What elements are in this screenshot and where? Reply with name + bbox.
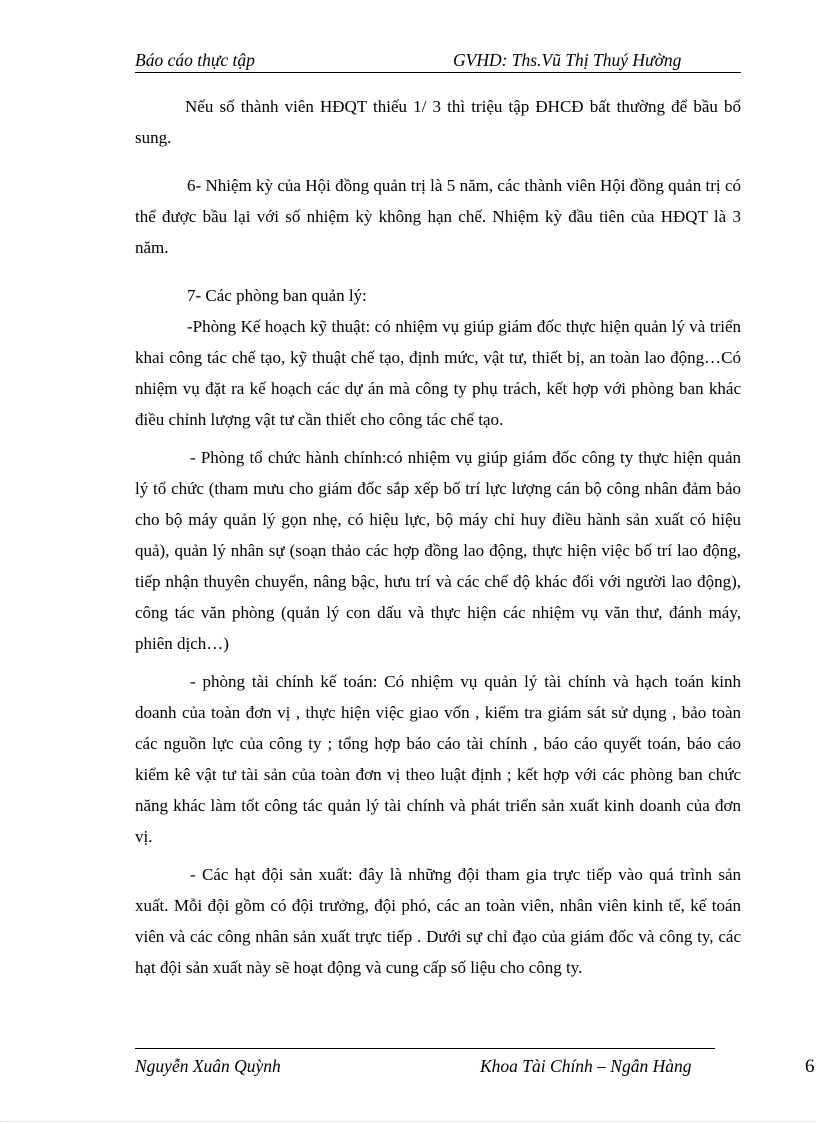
footer-divider	[135, 1048, 715, 1049]
header-report-title: Báo cáo thực tập	[135, 50, 255, 70]
page-number: 6	[805, 1056, 815, 1077]
paragraph: - phòng tài chính kế toán: Có nhiệm vụ quản lý tài chính và hạch toán kinh doanh của toàn đơn vị , thực hiện việc giao vốn , kiểm tra giám sát sử dụng , bảo toàn các nguồn lực của công ty ; tổng hợp báo cáo tài chính , báo cáo quyết toán, báo cáo kiểm kê vật tư tài sản của toàn đơn vị theo luật định ; kết hợp với các phòng ban chức năng khác làm tốt công tác quản lý tài chính và phát triển sản xuất kinh doanh của đơn vị.	[135, 672, 741, 846]
document-body	[135, 91, 741, 983]
footer-author: Nguyễn Xuân Quỳnh	[135, 1056, 281, 1076]
paragraph: Nếu số thành viên HĐQT thiếu 1/ 3 thì triệu tập ĐHCĐ bất thường để bầu bổ sung.	[135, 97, 741, 147]
paragraph: - Các hạt đội sản xuất: đây là những đội tham gia trực tiếp vào quá trình sản xuất. Mỗi đội gồm có đội trưởng, đội phó, các an toàn viên, nhân viên kinh tế, kế toán viên và các công nhân sản xuất trực tiếp . Dưới sự chỉ đạo của giám đốc và công ty, các hạt đội sản xuất này sẽ hoạt động và cung cấp số liệu cho công ty.	[135, 865, 741, 977]
paragraph: - Phòng tổ chức hành chính:có nhiệm vụ giúp giám đốc công ty thực hiện quản lý tổ chức (tham mưu cho giám đốc sắp xếp bố trí lực lượng cán bộ công nhân đảm bảo cho bộ máy quản lý gọn nhẹ, có hiệu lực, bộ máy chỉ huy điều hành sản xuất có hiệu quả), quản lý nhân sự (soạn thảo các hợp đồng lao động, thực hiện việc bố trí lao động, tiếp nhận thuyên chuyển, nâng bậc, hưu trí và các chế độ khác đối với người lao động), công tác văn phòng (quản lý con dấu và thực hiện các nhiệm vụ văn thư, đánh máy, phiên dịch…)	[135, 448, 741, 653]
page-header	[135, 50, 741, 73]
paragraph-heading: 7- Các phòng ban quản lý:	[187, 286, 367, 305]
footer-department: Khoa Tài Chính – Ngân Hàng	[480, 1056, 692, 1076]
header-supervisor: GVHD: Ths.Vũ Thị Thuý Hường	[453, 50, 682, 70]
page-bottom-edge	[0, 1121, 816, 1122]
paragraph: -Phòng Kế hoạch kỹ thuật: có nhiệm vụ giúp giám đốc thực hiện quản lý và triển khai công tác chế tạo, kỹ thuật chế tạo, định mức, vật tư, thiết bị, an toàn lao động…Có nhiệm vụ đặt ra kế hoạch các dự án mà công ty phụ trách, kết hợp với phòng ban khác điều chỉnh lượng vật tư cần thiết cho công tác chế tạo.	[135, 317, 741, 429]
paragraph: 6- Nhiệm kỳ của Hội đồng quản trị là 5 năm, các thành viên Hội đồng quản trị có thể được bầu lại với số nhiệm kỳ không hạn chế. Nhiệm kỳ đầu tiên của HĐQT là 3 năm.	[135, 176, 741, 257]
